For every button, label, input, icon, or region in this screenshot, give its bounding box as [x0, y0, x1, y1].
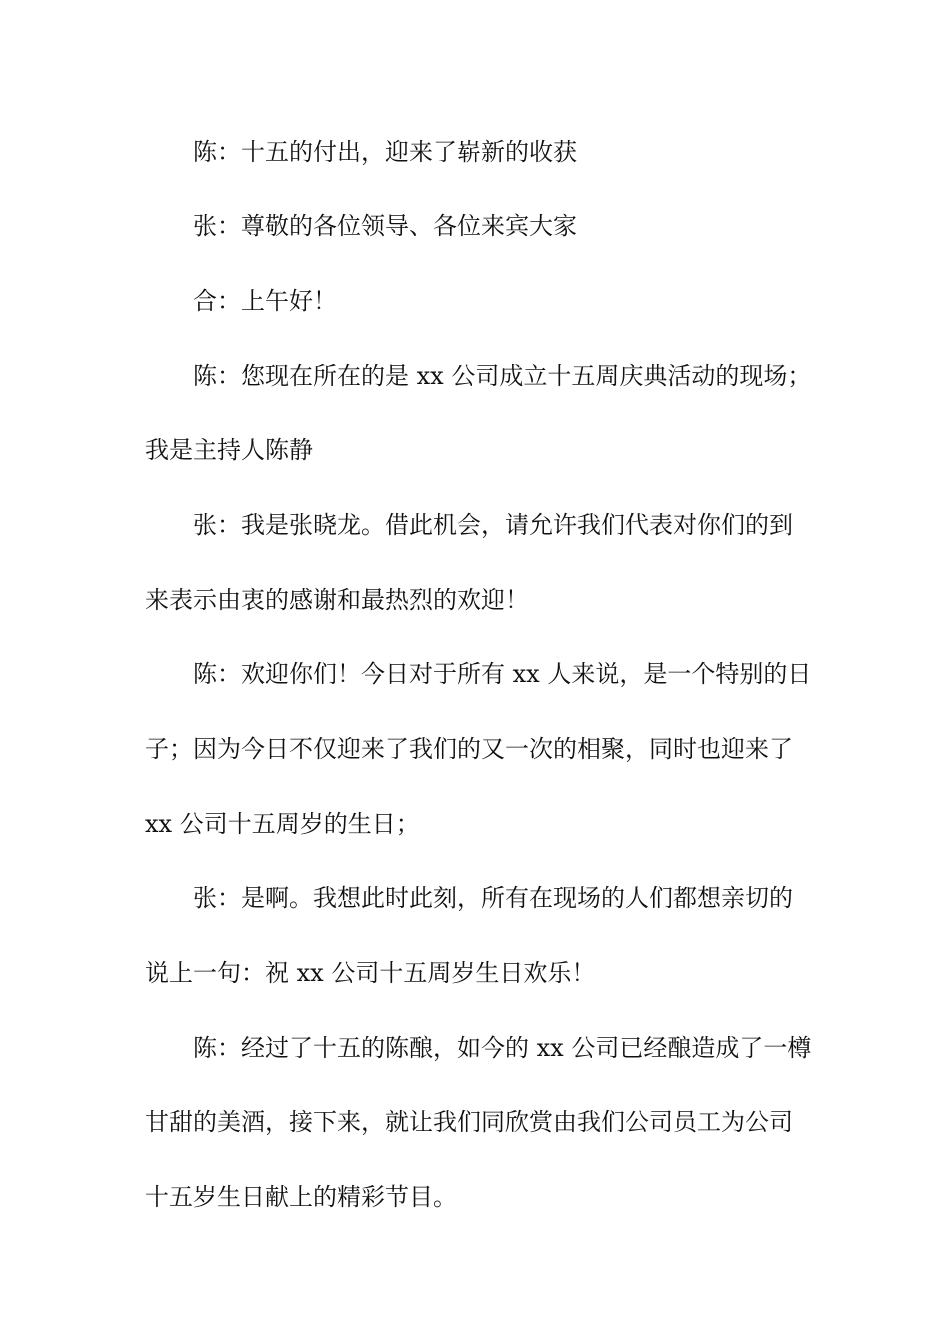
- paragraph-line: 子；因为今日不仅迎来了我们的又一次的相聚，同时也迎来了: [145, 735, 793, 763]
- paragraph-line: 十五岁生日献上的精彩节目。: [145, 1183, 457, 1211]
- paragraph-line: 陈：经过了十五的陈酿，如今的 xx 公司已经酿造成了一樽: [193, 1034, 812, 1062]
- paragraph-line: 陈：您现在所在的是 xx 公司成立十五周庆典活动的现场；: [193, 362, 812, 390]
- paragraph-line: 张：我是张晓龙。借此机会，请允许我们代表对你们的到: [193, 511, 793, 539]
- paragraph-line: 甘甜的美酒，接下来，就让我们同欣赏由我们公司员工为公司: [145, 1108, 793, 1136]
- paragraph-line: 我是主持人陈静: [145, 436, 313, 464]
- paragraph-line: 陈：十五的付出，迎来了崭新的收获: [193, 138, 577, 166]
- paragraph-line: 陈：欢迎你们！今日对于所有 xx 人来说，是一个特别的日: [193, 660, 812, 688]
- paragraph-line: xx 公司十五周岁的生日；: [145, 810, 420, 838]
- paragraph-line: 来表示由衷的感谢和最热烈的欢迎！: [145, 586, 529, 614]
- paragraph-line: 张：尊敬的各位领导、各位来宾大家: [193, 212, 577, 240]
- paragraph-line: 说上一句：祝 xx 公司十五周岁生日欢乐！: [145, 959, 596, 987]
- paragraph-line: 合：上午好！: [193, 287, 337, 315]
- paragraph-line: 张：是啊。我想此时此刻，所有在现场的人们都想亲切的: [193, 884, 793, 912]
